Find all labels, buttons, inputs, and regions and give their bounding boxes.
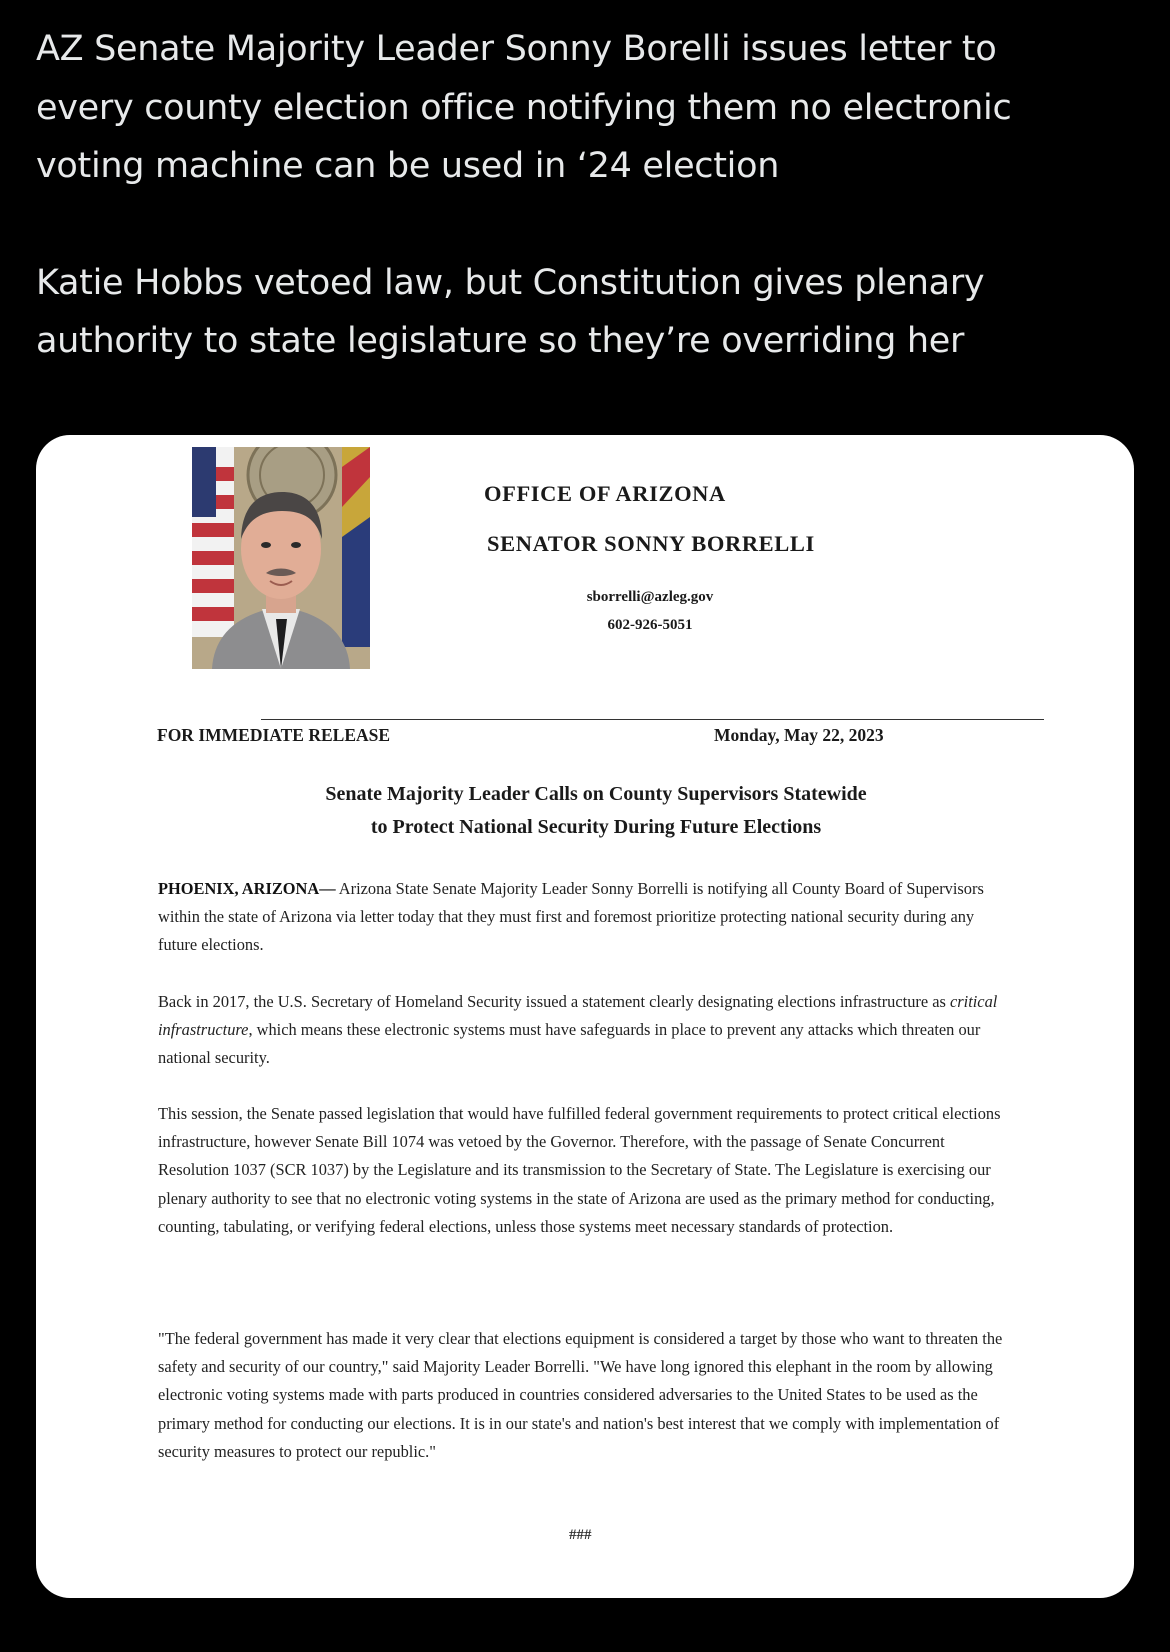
contact-phone: 602-926-5051 [607,617,693,633]
end-mark: ### [569,1527,592,1543]
portrait-illustration [192,447,370,669]
office-title: OFFICE OF ARIZONA [484,481,726,506]
release-label: FOR IMMEDIATE RELEASE [157,725,391,745]
arizona-flag-icon [342,447,370,647]
tweet-text [36,20,1136,371]
senator-portrait-photo [192,447,370,669]
headline-line: Senate Majority Leader Calls on County Supervisors Statewide [325,783,867,805]
headline-line: to Protect National Security During Future Elections [370,816,822,838]
body-paragraph: This session, the Senate passed legislation that would have fulfilled federal government requirements to protect critical elections infrastructure, however Senate Bill 1074 was vetoed by the Governor. Therefore, with the passage of Senate Concurrent Resolution 1037 (SCR 1037) by the Legislature and its transmission to the Secretary of State. The Legislature is exercising our plenary authority to see that no electronic voting systems in the state of Arizona are used as the primary method for conducting, counting, tabulating, or verifying federal elections, unless those systems meet necessary standards of protection. [158,1104,1001,1236]
dateline: PHOENIX, ARIZONA— [158,879,336,898]
header-divider [261,719,1044,720]
tweet-paragraph: AZ Senate Majority Leader Sonny Borelli issues letter to every county election office notifying them no electronic voting machine can be used in ‘24 election [36,29,1012,186]
tweet-media-image[interactable] [36,435,1134,1598]
press-release-document [36,435,1134,1598]
paragraph-text: Back in 2017, the U.S. Secretary of Homeland Security issued a statement clearly designating elections infrastructure as [158,992,950,1011]
tweet-paragraph: Katie Hobbs vetoed law, but Constitution gives plenary authority to state legislature so they’re overriding her [36,262,985,361]
contact-block [502,583,798,639]
senator-name: SENATOR SONNY BORRELLI [487,531,815,556]
release-date: Monday, May 22, 2023 [714,725,884,745]
contact-email: sborrelli@azleg.gov [586,589,714,605]
body-paragraph-quote: "The federal government has made it very clear that elections equipment is considered a target by those who want to threaten the safety and security of our country," said Majority Leader Borrelli. "We have long ignored this elephant in the room by allowing electronic voting systems made with parts produced in countries considered adversaries to the United States to be used as the primary method for conducting our elections. It is in our state's and nation's best interest that we comply with implementation of security measures to protect our republic." [158,1329,1003,1461]
paragraph-text: , which means these electronic systems must have safeguards in place to prevent any attacks which threaten our national security. [158,1020,981,1068]
body-paragraph [158,988,1016,1073]
us-flag-icon [192,447,234,637]
paragraph-text: Arizona State Senate Majority Leader Sonny Borrelli is notifying all County Board of Supervisors within the state of Arizona via letter today that they must first and foremost prioritize protecting national security during any future elections. [158,879,984,955]
emphasized-text: critical infrastructure [158,992,998,1040]
body-paragraph [158,875,1016,960]
press-release-headline [216,778,976,844]
